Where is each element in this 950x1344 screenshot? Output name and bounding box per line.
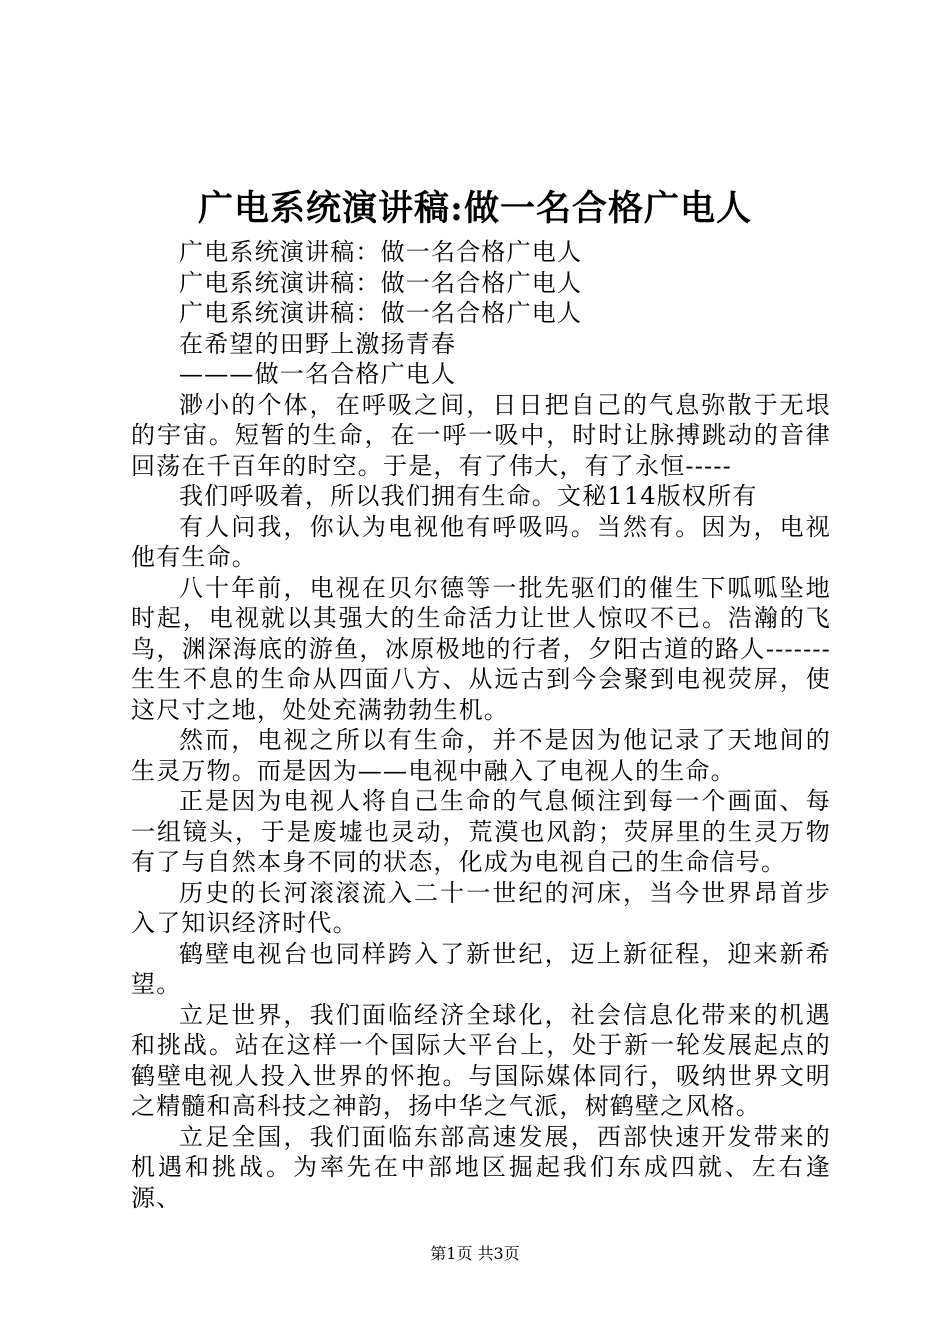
paragraph: ———做一名合格广电人: [179, 360, 457, 388]
paragraph: 我们呼吸着，所以我们拥有生命。文秘114版权所有: [179, 482, 758, 510]
paragraph: 正是因为电视人将自己生命的气息倾注到每一个画面、每一组镜头，于是废墟也灵动，荒漠也风韵；荧屏里的生灵万物有了与自然本身不同的状态，化成为电视自己的生命信号。: [131, 787, 831, 876]
document-body: [131, 237, 831, 1213]
paragraph: 有人问我，你认为电视他有呼吸吗。当然有。因为，电视他有生命。: [131, 512, 831, 571]
paragraph: 八十年前，电视在贝尔德等一批先驱们的催生下呱呱坠地时起，电视就以其强大的生命活力让世人惊叹不已。浩瀚的飞鸟，渊深海底的游鱼，冰原极地的行者，夕阳古道的路人-------生生不息的生命从四面八方、从远古到今会聚到电视荧屏，使这尺寸之地，处处充满勃勃生机。: [131, 573, 831, 724]
paragraph: 立足全国，我们面临东部高速发展，西部快速开发带来的机遇和挑战。为率先在中部地区掘起我们东成四就、左右逢源、: [131, 1122, 831, 1212]
paragraph: 广电系统演讲稿：做一名合格广电人: [179, 238, 583, 266]
page-number: 第1页 共3页: [430, 1244, 520, 1263]
paragraph: 在希望的田野上激扬青春: [179, 329, 457, 358]
paragraph: 广电系统演讲稿：做一名合格广电人: [179, 299, 583, 327]
paragraph: 历史的长河滚滚流入二十一世纪的河床，当今世界昂首步入了知识经济时代。: [131, 878, 831, 937]
paragraph: 广电系统演讲稿：做一名合格广电人: [179, 268, 583, 297]
paragraph: 然而，电视之所以有生命，并不是因为他记录了天地间的生灵万物。而是因为——电视中融入了电视人的生命。: [131, 726, 831, 785]
document-title: 广电系统演讲稿:做一名合格广电人: [198, 188, 752, 229]
paragraph: 立足世界，我们面临经济全球化，社会信息化带来的机遇和挑战。站在这样一个国际大平台上，处于新一轮发展起点的鹤壁电视人投入世界的怀抱。与国际媒体同行，吸纳世界文明之精髓和高科技之神韵，扬中华之气派，树鹤壁之风格。: [131, 1000, 831, 1120]
paragraph: 渺小的个体，在呼吸之间，日日把自己的气息弥散于无垠的宇宙。短暂的生命，在一呼一吸中，时时让脉搏跳动的音律回荡在千百年的时空。于是，有了伟大，有了永恒-----: [131, 390, 831, 480]
page-footer: [0, 1243, 950, 1265]
paragraph: 鹤壁电视台也同样跨入了新世纪，迈上新征程，迎来新希望。: [131, 939, 831, 998]
